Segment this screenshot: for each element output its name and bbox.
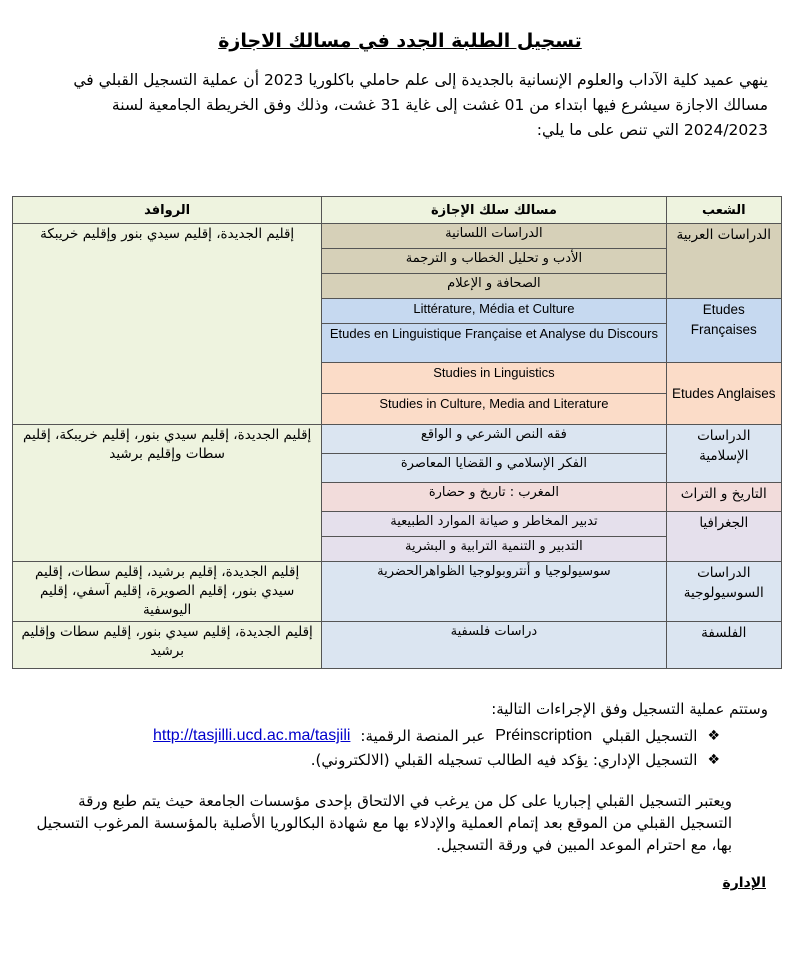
branch-arabic: الدراسات العربية [666, 224, 781, 299]
track-cell: التدبير و التنمية الترابية و البشرية [322, 537, 666, 562]
table-row [13, 425, 782, 454]
region-philo: إقليم الجديدة، إقليم سيدي بنور، إقليم سطات وإقليم برشيد [13, 622, 322, 669]
page-title: تسجيل الطلبة الجدد في مسالك الاجازة [218, 30, 582, 52]
branch-philo: الفلسفة [666, 622, 781, 669]
bullet-icon: ❖ [707, 728, 720, 744]
track-cell: Studies in Culture, Media and Literature [322, 394, 666, 425]
table-row [13, 224, 782, 249]
header-region: الروافد [13, 197, 322, 224]
track-cell: Littérature, Média et Culture [322, 299, 666, 324]
track-cell: الفكر الإسلامي و القضايا المعاصرة [322, 454, 666, 483]
bullet-icon: ❖ [707, 752, 720, 768]
branch-geo: الجغرافيا [666, 512, 781, 562]
track-cell: تدبير المخاطر و صيانة الموارد الطبيعية [322, 512, 666, 537]
list-item [30, 724, 720, 748]
track-cell: Etudes en Linguistique Française et Analyse du Discours [322, 324, 666, 363]
branch-french: Etudes Françaises [666, 299, 781, 363]
branch-english: Etudes Anglaises [666, 363, 781, 425]
header-branch: الشعب [666, 197, 781, 224]
region-humanities: إقليم الجديدة، إقليم سيدي بنور، إقليم خريبكة، إقليم سطات وإقليم برشيد [13, 425, 322, 562]
table-row [13, 622, 782, 669]
programs-table [12, 196, 782, 669]
track-cell: فقه النص الشرعي و الواقع [322, 425, 666, 454]
region-socio: إقليم الجديدة، إقليم برشيد، إقليم سطات، إقليم سيدي بنور، إقليم الصويرة، إقليم آسفي، إقليم اليوسفية [13, 562, 322, 622]
region-languages: إقليم الجديدة، إقليم سيدي بنور وإقليم خريبكة [13, 224, 322, 425]
branch-islamic: الدراسات الإسلامية [666, 425, 781, 483]
steps-list [30, 724, 720, 772]
track-cell: الأدب و تحليل الخطاب و الترجمة [322, 249, 666, 274]
table-row [13, 562, 782, 622]
branch-history: التاريخ و التراث [666, 483, 781, 512]
track-cell: سوسيولوجيا و أنتروبولوجيا الظواهرالحضرية [322, 562, 666, 622]
step1-prefix: التسجيل القبلي [602, 727, 698, 745]
list-item [30, 748, 720, 772]
step1-word: Préinscription [495, 727, 593, 744]
table-header-row [13, 197, 782, 224]
step2-text: التسجيل الإداري: يؤكد فيه الطالب تسجيله القبلي (الالكتروني). [310, 751, 698, 769]
track-cell: الصحافة و الإعلام [322, 274, 666, 299]
step1-mid: عبر المنصة الرقمية: [360, 727, 486, 745]
track-cell: الدراسات اللسانية [322, 224, 666, 249]
signature-admin: الإدارة [722, 875, 766, 891]
branch-socio: الدراسات السوسيولوجية [666, 562, 781, 622]
header-track: مسالك سلك الإجازة [322, 197, 666, 224]
track-cell: Studies in Linguistics [322, 363, 666, 394]
steps-intro: وستتم عملية التسجيل وفق الإجراءات التالية: [491, 700, 768, 718]
intro-paragraph: ينهي عميد كلية الآداب والعلوم الإنسانية بالجديدة إلى علم حاملي باكلوريا 2023 أن عملية التسجيل القبلي في مسالك الاجازة سيشرع فيها ابتداء من 01 غشت إلى غاية 31 غشت، وذلك وفق الخريطة الجامعية لسنة 2024/2023 التي تنص على ما يلي: [73, 71, 768, 139]
registration-link[interactable]: http://tasjilli.ucd.ac.ma/tasjili [153, 727, 351, 744]
note-paragraph: ويعتبر التسجيل القبلي إجباريا على كل من يرغب في الالتحاق بإحدى مؤسسات الجامعة حيث يتم طبع ورقة التسجيل القبلي من الموقع بعد إتمام العملية والإدلاء بها مع شهادة البكالوريا الأصلية بالمؤسسة المرغوب التسجيل بها، مع احترام الموعد المبين في ورقة التسجيل. [36, 792, 732, 854]
track-cell: المغرب : تاريخ و حضارة [322, 483, 666, 512]
track-cell: دراسات فلسفية [322, 622, 666, 669]
